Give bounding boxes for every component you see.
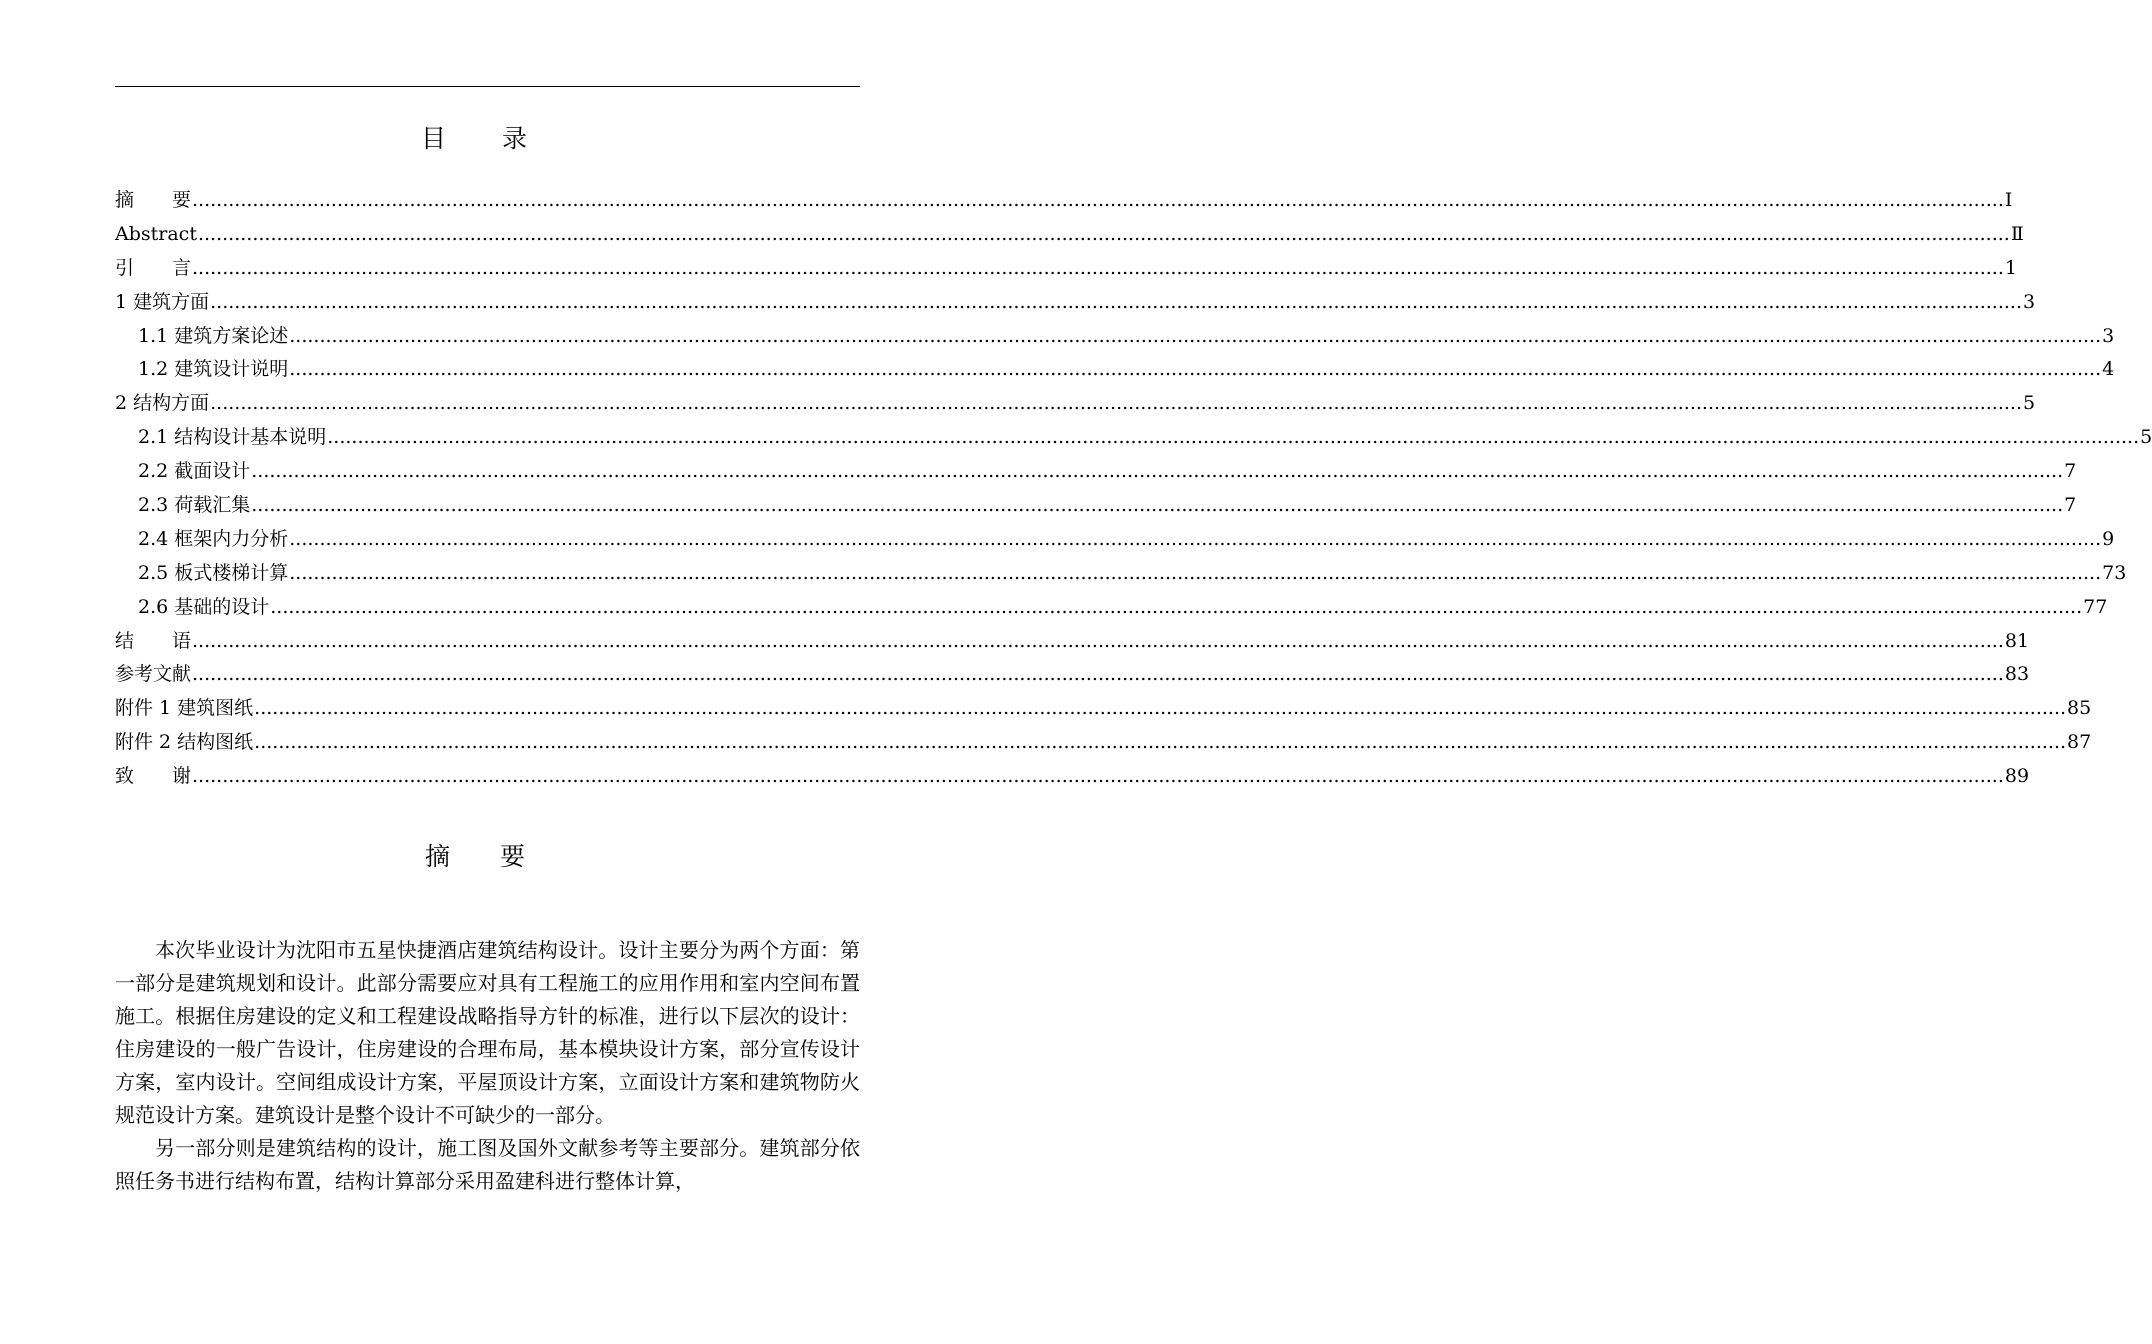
toc-dot-leader: ............................................................................................................................................................................................................................................................................................................	[254, 731, 2067, 754]
abstract-body	[115, 934, 860, 1198]
toc-dot-leader: ............................................................................................................................................................................................................................................................................................................	[270, 595, 2083, 618]
abstract-paragraph: 本次毕业设计为沈阳市五星快捷酒店建筑结构设计。设计主要分为两个方面：第一部分是建筑规划和设计。此部分需要应对具有工程施工的应用作用和室内空间布置施工。根据住房建设的定义和工程建设战略指导方针的标准，进行以下层次的设计：住房建设的一般广告设计，住房建设的合理布局，基本模块设计方案，部分宣传设计方案，室内设计。空间组成设计方案，平屋顶设计方案，立面设计方案和建筑物防火规范设计方案。建筑设计是整个设计不可缺少的一部分。	[115, 938, 860, 1127]
toc-entry[interactable]	[115, 252, 2017, 286]
toc-entry[interactable]	[115, 760, 2030, 794]
toc-entry-page-number: 4	[2102, 358, 2115, 381]
toc-entry-page-number: 89	[2004, 765, 2030, 788]
toc-dot-leader: ............................................................................................................................................................................................................................................................................................................	[254, 697, 2067, 720]
toc-entry-title: 1 建筑方面	[115, 290, 210, 313]
toc-entry-page-number: 77	[2083, 595, 2108, 618]
toc-dot-leader: ............................................................................................................................................................................................................................................................................................................	[210, 290, 2023, 313]
toc-dot-leader: ............................................................................................................................................................................................................................................................................................................	[210, 392, 2023, 415]
toc-entry[interactable]	[115, 658, 2030, 692]
table-of-contents	[115, 184, 2152, 794]
toc-entry-title: 摘 要	[115, 189, 192, 211]
toc-entry[interactable]	[115, 387, 2036, 421]
toc-entry[interactable]	[115, 489, 2077, 523]
toc-entry[interactable]	[115, 320, 2115, 354]
toc-entry-title: 2.2 截面设计	[138, 460, 251, 483]
toc-entry-page-number: 87	[2067, 731, 2092, 754]
toc-entry[interactable]	[115, 523, 2115, 557]
toc-entry[interactable]	[115, 726, 2092, 760]
toc-dot-leader: ............................................................................................................................................................................................................................................................................................................	[197, 222, 2010, 245]
header-rule	[115, 86, 860, 87]
toc-entry-title: 附件 1 建筑图纸	[115, 697, 254, 720]
toc-entry-page-number: 83	[2004, 663, 2030, 686]
toc-entry-page-number: 81	[2004, 629, 2030, 652]
toc-dot-leader: ............................................................................................................................................................................................................................................................................................................	[192, 765, 2004, 788]
toc-entry-title: 结 语	[115, 629, 192, 652]
toc-entry[interactable]	[115, 591, 2108, 625]
abstract-title: 摘 要	[424, 842, 525, 871]
toc-dot-leader: ............................................................................................................................................................................................................................................................................................................	[192, 663, 2004, 686]
toc-entry-title: 引 言	[115, 256, 192, 279]
toc-entry-page-number: 3	[2023, 290, 2036, 313]
toc-entry-title: 2.4 框架内力分析	[138, 527, 289, 550]
toc-entry[interactable]	[115, 286, 2036, 320]
toc-entry-page-number: 9	[2102, 527, 2115, 550]
toc-entry[interactable]	[115, 557, 2127, 591]
toc-entry-page-number: I	[2004, 189, 2013, 211]
toc-dot-leader: ............................................................................................................................................................................................................................................................................................................	[289, 358, 2102, 381]
toc-entry-page-number: 5	[2023, 392, 2036, 415]
toc-dot-leader: ............................................................................................................................................................................................................................................................................................................	[192, 256, 2004, 279]
toc-dot-leader: ............................................................................................................................................................................................................................................................................................................	[192, 629, 2004, 652]
toc-entry-title: 2.5 板式楼梯计算	[138, 561, 289, 584]
toc-entry-title: 1.2 建筑设计说明	[138, 358, 289, 381]
toc-entry-title: 致 谢	[115, 765, 192, 788]
toc-entry-title: Abstract	[115, 222, 197, 245]
toc-dot-leader: ............................................................................................................................................................................................................................................................................................................	[251, 494, 2064, 517]
toc-dot-leader: ............................................................................................................................................................................................................................................................................................................	[289, 324, 2102, 347]
toc-entry-page-number: 3	[2102, 324, 2115, 347]
toc-entry-page-number: 73	[2102, 561, 2127, 584]
toc-entry-title: 2.6 基础的设计	[138, 595, 270, 618]
toc-entry[interactable]	[115, 455, 2077, 489]
toc-dot-leader: ............................................................................................................................................................................................................................................................................................................	[192, 189, 2004, 211]
toc-entry-title: 2 结构方面	[115, 392, 210, 415]
toc-dot-leader: ............................................................................................................................................................................................................................................................................................................	[327, 426, 2140, 449]
toc-entry-title: 附件 2 结构图纸	[115, 731, 254, 754]
toc-title: 目 录	[420, 124, 529, 153]
toc-entry[interactable]	[115, 184, 2013, 218]
abstract-paragraph: 另一部分则是建筑结构的设计，施工图及国外文献参考等主要部分。建筑部分依照任务书进行结构布置，结构计算部分采用盈建科进行整体计算，	[115, 1136, 860, 1193]
toc-entry-page-number: Ⅱ	[2010, 222, 2024, 245]
toc-entry[interactable]	[115, 421, 2152, 455]
toc-dot-leader: ............................................................................................................................................................................................................................................................................................................	[289, 561, 2102, 584]
toc-entry-title: 2.3 荷载汇集	[138, 494, 251, 517]
toc-entry-title: 参考文献	[115, 663, 192, 686]
toc-dot-leader: ............................................................................................................................................................................................................................................................................................................	[251, 460, 2064, 483]
toc-entry-page-number: 85	[2067, 697, 2092, 720]
toc-entry-page-number: 7	[2064, 460, 2077, 483]
toc-entry-title: 2.1 结构设计基本说明	[138, 426, 327, 449]
toc-entry-page-number: 1	[2004, 256, 2017, 279]
toc-entry[interactable]	[115, 625, 2030, 659]
toc-entry-page-number: 7	[2064, 494, 2077, 517]
toc-entry-title: 1.1 建筑方案论述	[138, 324, 289, 347]
toc-entry[interactable]	[115, 692, 2092, 726]
toc-entry[interactable]	[115, 353, 2115, 387]
toc-dot-leader: ............................................................................................................................................................................................................................................................................................................	[289, 527, 2102, 550]
toc-entry[interactable]	[115, 218, 2024, 252]
toc-entry-page-number: 5	[2140, 426, 2152, 449]
